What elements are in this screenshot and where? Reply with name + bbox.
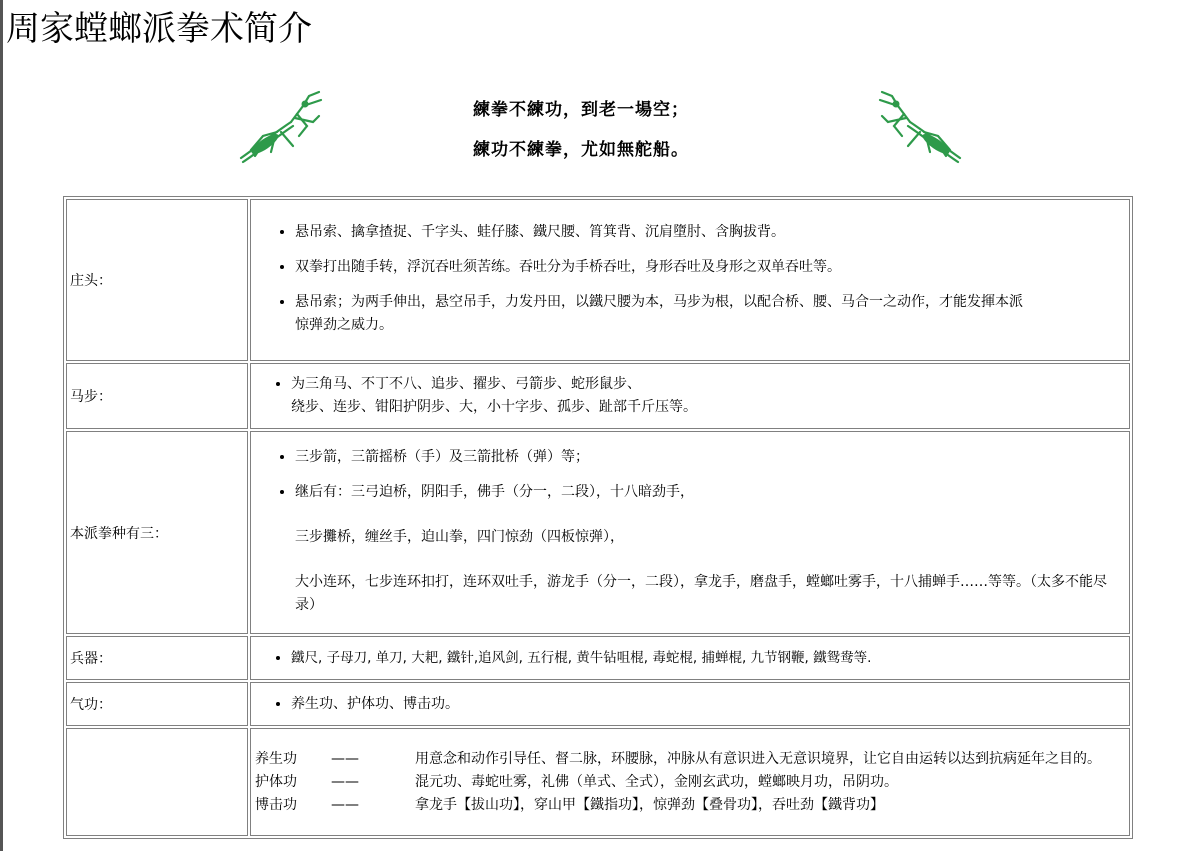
page-left-edge (0, 0, 3, 851)
qigong-name: 护体功 (255, 773, 297, 790)
list-item: • 悬吊索；为两手伸出，悬空吊手，力发丹田，以鐵尺腰为本，马步为根，以配合桥、腰、马合一之动作，才能发揮本派惊弹劲之威力。 (295, 291, 1123, 337)
qigong-name: 养生功 (255, 750, 297, 767)
motto-line-2: 練功不練拳，尤如無舵船。 (473, 140, 689, 160)
qigong-dash: —— (331, 796, 359, 813)
qigong-list (257, 693, 1123, 716)
qigong-name: 博击功 (255, 796, 297, 813)
list-item: • 双拳打出随手转，浮沉吞吐须苦练。吞吐分为手桥吞吐，身形吞吐及身形之双单吞吐等。 (295, 256, 1123, 279)
table-row-zhuangtou (66, 199, 1130, 361)
table-row-qigong (66, 682, 1130, 726)
table-row-qigong-detail (66, 728, 1130, 836)
qigong-detail-table (255, 748, 1101, 817)
quanzhong-list (257, 446, 1123, 617)
quanzhong-para-3: 大小连环，七步连环扣打，连环双吐手，游龙手（分一，二段），拿龙手，磨盘手，螳螂吐雾手，十八捕蝉手……等等。（太多不能尽录） (295, 574, 1107, 613)
row-label-qigong-detail (66, 728, 248, 836)
list-item: • 养生功、护体功、博击功。 (291, 693, 1123, 716)
qigong-desc: 混元功、毒蛇吐雾，礼佛（单式、全式），金刚玄武功，螳螂映月功，吊阴功。 (415, 773, 898, 790)
qigong-desc: 拿龙手【拔山功】，穿山甲【鐵指功】，惊弹劲【叠骨功】，吞吐劲【鐵背功】 (415, 796, 884, 813)
page-title: 周家螳螂派拳术简介 (6, 9, 312, 49)
spacer (295, 549, 1123, 571)
motto-text (473, 90, 853, 170)
list-item (291, 373, 1123, 419)
list-item (295, 481, 1123, 617)
row-content-mabu (250, 363, 1130, 429)
row-content-qigong-detail (250, 728, 1130, 836)
row-content-qigong (250, 682, 1130, 726)
quanzhong-para-2: 三步攤桥，缠丝手，迫山拳，四门惊劲（四板惊弹）， (295, 529, 624, 545)
row-label-qigong: 气功： (66, 682, 248, 726)
table-row (255, 794, 1101, 817)
row-label-quanzhong: 本派拳种有三： (66, 431, 248, 634)
table-row-mabu (66, 363, 1130, 429)
list-item: • 悬吊索、擒拿揸捉、千字头、蛙仔膝、鐵尺腰、筲箕背、沉肩墮肘、含胸拔背。 (295, 221, 1123, 244)
row-content-bingqi (250, 636, 1130, 680)
qigong-dash: —— (331, 750, 359, 767)
qigong-dash: —— (331, 773, 359, 790)
quanzhong-item-2: • 继后有：三弓迫桥，阴阳手，佛手（分一，二段），十八暗劲手， (295, 484, 694, 500)
row-content-zhuangtou (250, 199, 1130, 361)
list-item: • 三步箭，三箭摇桥（手）及三箭批桥（弹）等； (295, 446, 1123, 469)
row-label-bingqi: 兵器： (66, 636, 248, 680)
intro-table (63, 196, 1133, 839)
table-row (255, 771, 1101, 794)
table-row (255, 748, 1101, 771)
spacer (295, 504, 1123, 526)
row-label-mabu: 马步： (66, 363, 248, 429)
mabu-line-1: • 为三角马、不丁不八、追步、擢步、弓箭步、蛇形鼠步、 (291, 376, 641, 392)
mantis-left-icon (233, 86, 333, 166)
mabu-line-2: 绕步、连步、钳阳护阴步、大，小十字步、孤步、趾部千斤压等。 (291, 399, 697, 415)
list-item: • 鐵尺, 子母刀, 单刀, 大耙, 鐵针,追风剑, 五行棍, 黄牛钻咀棍, 毒蛇棍, 捕蝉棍, 九节钢鞭, 鐵鸳鸯等. (291, 647, 1123, 670)
qigong-desc: 用意念和动作引导任、督二脉，环腰脉，冲脉从有意识进入无意识境界，让它自由运转以达到抗病延年之目的。 (415, 750, 1101, 767)
zhuangtou-list (257, 221, 1123, 337)
bingqi-list (257, 647, 1123, 670)
mantis-right-icon (868, 86, 968, 166)
row-label-zhuangtou: 庄头： (66, 199, 248, 361)
motto-line-1: 練拳不練功，到老一場空； (473, 100, 689, 120)
table-row-bingqi (66, 636, 1130, 680)
mabu-list (257, 373, 1123, 419)
motto-banner (233, 86, 973, 166)
row-content-quanzhong (250, 431, 1130, 634)
table-row-quanzhong (66, 431, 1130, 634)
